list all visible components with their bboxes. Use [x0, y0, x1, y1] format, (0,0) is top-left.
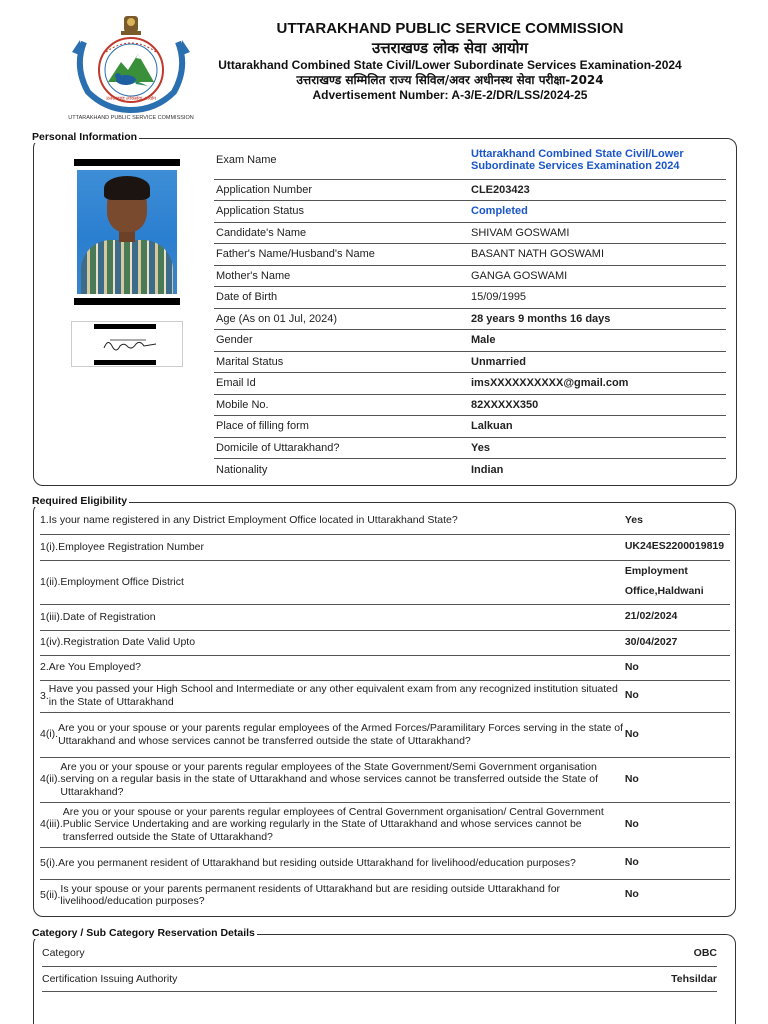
row-label: Marital Status: [214, 351, 469, 373]
row-label: Age (As on 01 Jul, 2024): [214, 308, 469, 330]
answer-value: No: [625, 712, 730, 757]
table-row: [214, 351, 726, 373]
question-number: 4(ii).: [40, 773, 61, 786]
question-text: Are you permanent resident of Uttarakhand but residing outside Uttarakhand for livelihood/education purposes?: [58, 856, 576, 869]
answer-value: Employment Office,Haldwani: [625, 560, 730, 604]
question-text: Are you or your spouse or your parents regular employees of the State Government/Semi Government organisation serving on a regular basis in the state of Uttarakhand and whose services cannot be transferred outside the State of Uttarakhand?: [60, 760, 598, 798]
question-text: Date of Registration: [62, 610, 156, 623]
personal-info-table: [214, 141, 726, 480]
table-row: [214, 201, 726, 223]
question-number: 5(i).: [40, 856, 59, 869]
category-table: [42, 941, 717, 992]
table-row: [214, 330, 726, 352]
page-header: [0, 0, 768, 128]
personal-information-section: [32, 131, 737, 486]
table-row: [214, 394, 726, 416]
table-row: [214, 373, 726, 395]
candidate-photo-block: [74, 159, 180, 305]
candidate-photo: [77, 170, 177, 294]
age-value: 28 years 9 months 16 days: [469, 308, 726, 330]
marital-status-value: Unmarried: [469, 351, 726, 373]
table-row: [40, 802, 730, 847]
application-status-value: Completed: [469, 201, 726, 223]
answer-value: No: [625, 655, 730, 680]
row-label: Date of Birth: [214, 287, 469, 309]
table-row: [40, 680, 730, 712]
question-number: 1(iv).: [40, 636, 64, 649]
logo-text-english: UTTARAKHAND PUBLIC SERVICE COMMISSION: [68, 115, 194, 121]
row-label: Mother's Name: [214, 265, 469, 287]
candidate-name-value: SHIVAM GOSWAMI: [469, 222, 726, 244]
row-label: Gender: [214, 330, 469, 352]
row-label: Nationality: [216, 463, 268, 476]
row-label: Domicile of Uttarakhand?: [214, 437, 469, 459]
answer-value: UK24ES2200019819: [625, 534, 730, 560]
application-number-value: CLE203423: [469, 179, 726, 201]
row-label: Application Status: [214, 201, 469, 223]
answer-value: Yes: [625, 508, 730, 534]
signature-icon: [102, 334, 158, 356]
answer-value: No: [625, 802, 730, 847]
table-row: [40, 757, 730, 802]
answer-value: 30/04/2027: [625, 630, 730, 655]
section-legend: Required Eligibility: [32, 495, 128, 507]
exam-name-value: Uttarakhand Combined State Civil/Lower Subordinate Services Examination 2024: [469, 141, 726, 179]
answer-value: 21/02/2024: [625, 604, 730, 630]
mobile-value: 82XXXXX350: [469, 394, 726, 416]
table-row: [40, 534, 730, 560]
table-row: [214, 308, 726, 330]
table-row: [40, 630, 730, 655]
question-number: 2.: [40, 661, 49, 674]
table-row: [214, 416, 726, 438]
mother-name-value: GANGA GOSWAMI: [469, 265, 726, 287]
table-row: [40, 879, 730, 911]
question-number: 1(i).: [40, 540, 59, 553]
question-number: 5(ii).: [40, 888, 61, 901]
category-value: OBC: [546, 941, 717, 966]
table-row: [42, 941, 717, 966]
table-row: [40, 604, 730, 630]
row-label: Mobile No.: [214, 394, 469, 416]
commission-seal-icon: [66, 12, 196, 122]
table-row: [40, 847, 730, 879]
answer-value: No: [625, 757, 730, 802]
question-text: Employee Registration Number: [58, 540, 204, 553]
email-value: imsXXXXXXXXXX@gmail.com: [469, 373, 726, 395]
domicile-value: Yes: [469, 437, 726, 459]
redaction-bar: [74, 159, 180, 166]
table-row: [214, 141, 726, 179]
table-row: [42, 966, 717, 991]
row-label: Email Id: [214, 373, 469, 395]
commission-title-english: UTTARAKHAND PUBLIC SERVICE COMMISSION: [276, 20, 624, 37]
question-number: 1(ii).: [40, 575, 61, 588]
question-text: Registration Date Valid Upto: [63, 636, 196, 649]
answer-value: No: [625, 680, 730, 712]
father-name-value: BASANT NATH GOSWAMI: [469, 244, 726, 266]
advertisement-number: Advertisement Number: A-3/E-2/DR/LSS/2024-25: [312, 87, 588, 102]
answer-value: No: [625, 847, 730, 879]
question-text: Is your spouse or your parents permanent residents of Uttarakhand but are residing outside Uttarakhand for livelihood/education purposes?: [60, 882, 561, 908]
required-eligibility-section: [32, 495, 736, 917]
table-row: [214, 179, 726, 201]
question-text: Have you passed your High School and Intermediate or any other equivalent exam from any recognized institution situated in the State of Uttarakhand: [48, 683, 618, 708]
question-number: 4(i).: [40, 728, 59, 741]
answer-value: No: [624, 888, 639, 901]
row-label: Place of filling form: [214, 416, 469, 438]
row-label: Application Number: [214, 179, 469, 201]
table-row: [40, 560, 730, 604]
row-label: Certification Issuing Authority: [42, 966, 546, 991]
redaction-bar: [74, 298, 180, 305]
question-text: Are You Employed?: [48, 661, 141, 674]
question-number: 3.: [40, 689, 49, 702]
question-text: Are you or your spouse or your parents regular employees of Central Government organisation/ Central Government Public Service Undertaking and are working regularly in the State of Uttarakhand and whose services cannot be transferred outside the State of Uttarakhand?: [62, 805, 604, 843]
eligibility-table: [40, 508, 730, 911]
exam-title-hindi: उत्तराखण्ड सम्मिलित राज्य सिविल/अवर अधीनस्थ सेवा परीक्षा-2024: [296, 72, 604, 87]
place-value: Lalkuan: [469, 416, 726, 438]
table-row: [40, 712, 730, 757]
question-number: 1(iii).: [40, 610, 63, 623]
table-row: [214, 244, 726, 266]
question-text: Are you or your spouse or your parents regular employees of the Armed Forces/Paramilitary Forces serving in the state of Uttarakhand and whose services cannot be transferred outside the state of Uttarakhand?: [58, 721, 624, 747]
gender-value: Male: [469, 330, 726, 352]
row-label: Candidate's Name: [214, 222, 469, 244]
table-row: [214, 287, 726, 309]
question-number: 4(iii).: [40, 818, 63, 831]
nationality-value: Indian: [471, 463, 504, 476]
issuing-authority-value: Tehsildar: [546, 966, 717, 991]
table-row: [214, 437, 726, 459]
row-label: Exam Name: [214, 141, 469, 179]
table-row: [214, 222, 726, 244]
section-legend: Personal Information: [32, 131, 138, 143]
section-legend: Category / Sub Category Reservation Details: [32, 927, 255, 939]
question-text: Is your name registered in any District Employment Office located in Uttarakhand State?: [48, 514, 458, 527]
upsc-logo: [66, 12, 196, 122]
question-number: 1.: [40, 514, 49, 527]
logo-text-hindi: उत्तराखण्ड लोकसेवा आयोग: [106, 96, 156, 102]
table-row: [40, 508, 730, 534]
table-row: [214, 459, 726, 481]
dob-value: 15/09/1995: [469, 287, 726, 309]
exam-title-english: Uttarakhand Combined State Civil/Lower Subordinate Services Examination-2024: [218, 57, 682, 72]
row-label: Category: [42, 941, 546, 966]
question-text: Employment Office District: [60, 575, 184, 588]
row-label: Father's Name/Husband's Name: [214, 244, 469, 266]
category-reservation-section: [32, 927, 736, 1024]
table-row: [40, 655, 730, 680]
header-titles: [190, 20, 710, 103]
table-row: [214, 265, 726, 287]
candidate-signature: [71, 321, 183, 367]
commission-title-hindi: उत्तराखण्ड लोक सेवा आयोग: [372, 38, 528, 57]
